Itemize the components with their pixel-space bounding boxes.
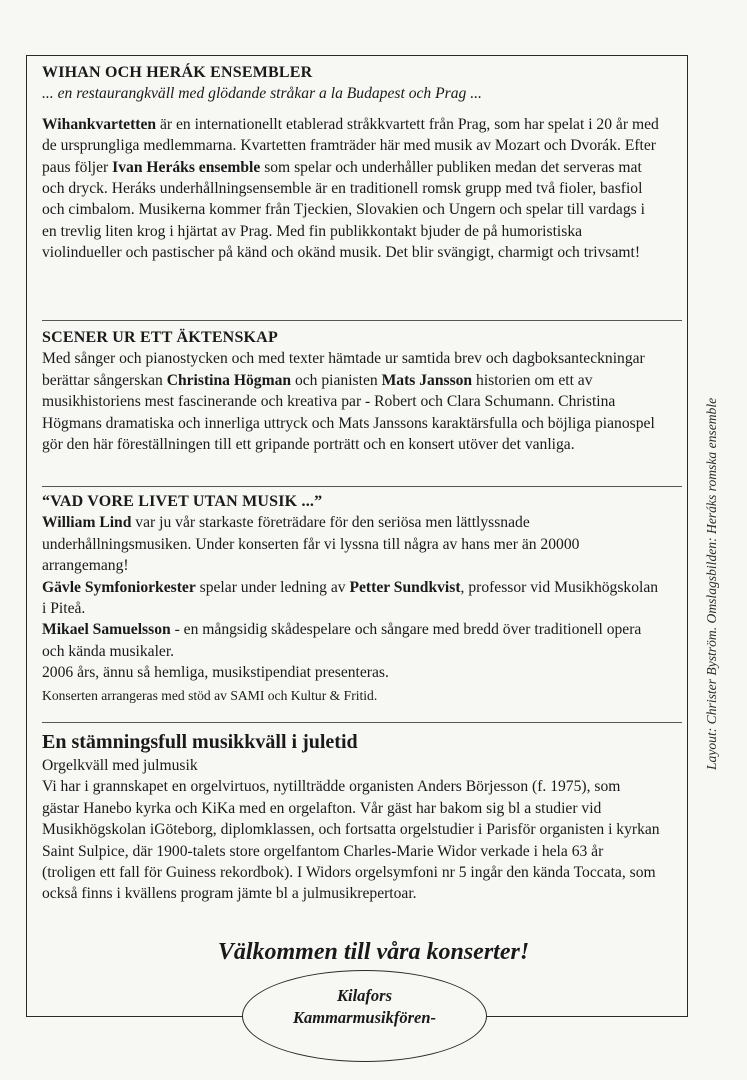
artist-name: William Lind <box>42 514 132 532</box>
section-title: En stämningsfull musikkväll i juletid <box>42 731 358 753</box>
divider <box>42 722 682 723</box>
section-subtitle: ... en restaurangkväll med glödande stråkar a la Budapest och Prag ... <box>42 85 482 103</box>
society-logo-text <box>242 985 487 1029</box>
body-text: är en internationellt etablerad stråkkvartett från Prag, som har spelat i 20 år med de ursprungliga medlemmarna. Kvartetten framträder här med musik av Mozart och Dvorák. Efter paus följer <box>42 115 659 176</box>
divider <box>42 486 682 487</box>
paragraph <box>42 577 660 620</box>
logo-line: Kammarmusikfören- <box>292 1008 437 1027</box>
body-text: Med sånger och pianostycken och med texter hämtade ur samtida brev och dagboksanteckningar berättar sångerskan <box>42 350 645 389</box>
artist-name: Gävle Symfoniorkester <box>42 578 196 596</box>
body-text: historien om ett av musikhistoriens mest fascinerande och kreativa par - Robert och Clara Schumann. Christina Högmans dramatiska och innerliga uttryck och Mats Janssons karaktärsfulla och böjliga pianospel gör den här föreställningen till ett gripande porträtt och en konsert utöver det vanliga. <box>42 371 655 454</box>
layout-credit: Layout: Christer Byström. Omslagsbilden: Heráks romska ensemble <box>704 397 719 770</box>
ensemble-name: Wihankvartetten <box>42 115 157 133</box>
welcome-headline: Välkommen till våra konserter! <box>217 939 530 965</box>
body-text: och pianisten <box>291 371 382 389</box>
logo-line: Kilafors <box>336 986 392 1005</box>
body-text: spelar under ledning av <box>195 578 350 596</box>
body-text: , professor vid Musikhögskolan i Piteå. <box>42 578 659 618</box>
section-wihan <box>42 62 660 264</box>
section-title: “VAD VORE LIVET UTAN MUSIK ...” <box>42 493 323 510</box>
body-text: som spelar och underhåller publiken medan det serveras mat och dryck. Heráks underhållningsensemble är en traditionell romsk grupp med två fioler, basfiol och cimbalom. Musikerna kommer från Tjeckien, Slovakien och Ungern och spelar till vardags i en trevlig liten krog i hjärtat av Prag. Med fin publikkontakt bjuder de på humoristiska violindueller och pastischer på känd och okänd musik. Det blir svängigt, charmigt och trivsamt! <box>42 158 645 262</box>
section-vad-vore-livet <box>42 491 660 705</box>
artist-name: Mikael Samuelsson <box>42 621 171 639</box>
artist-name: Mats Jansson <box>381 371 473 389</box>
body-text: var ju vår starkaste företrädare för den seriösa men lättlyssnade underhållningsmusiken. Under konserten får vi lyssna till några av hans mer än 20000 arrangemang! <box>42 514 580 575</box>
body-text: - en mångsidig skådespelare och sångare med bredd över traditionell opera och kända musikaler. <box>42 621 642 660</box>
ensemble-name: Ivan Heráks ensemble <box>112 158 261 176</box>
section-subtitle: Orgelkväll med julmusik <box>42 757 198 774</box>
section-title: SCENER UR ETT ÄKTENSKAP <box>42 329 278 346</box>
paragraph <box>42 619 660 662</box>
section-jul <box>42 729 660 905</box>
divider <box>42 320 682 321</box>
section-body <box>42 348 660 455</box>
section-body <box>42 114 660 264</box>
section-title: WIHAN OCH HERÁK ENSEMBLER <box>42 64 313 81</box>
paragraph <box>42 512 660 576</box>
artist-name: Christina Högman <box>166 371 292 389</box>
paragraph: 2006 års, ännu så hemliga, musikstipendiat presenteras. <box>42 664 389 682</box>
sponsor-note: Konserten arrangeras med stöd av SAMI och Kultur & Fritid. <box>42 687 378 703</box>
artist-name: Petter Sundkvist <box>349 578 461 596</box>
section-body: Vi har i grannskapet en orgelvirtuos, nytillträdde organisten Anders Börjesson (f. 1975), som gästar Hanebo kyrka och KiKa med en orgelafton. Vår gäst har bakom sig bl a studier vid Musikhögskolan iGöteborg, diplomklassen, och fortsatta orgelstudier i Parisför organisten i kyrkan Saint Sulpice, där 1900-talets store orgelfantom Charles-Marie Widor verkade i hela 63 år (troligen ett fall för Guiness rekordbok). I Widors orgelsymfoni nr 5 ingår den kända Toccata, som också finns i kvällens program jämte bl a julmusikrepertoar. <box>42 778 660 903</box>
section-scener <box>42 327 660 455</box>
